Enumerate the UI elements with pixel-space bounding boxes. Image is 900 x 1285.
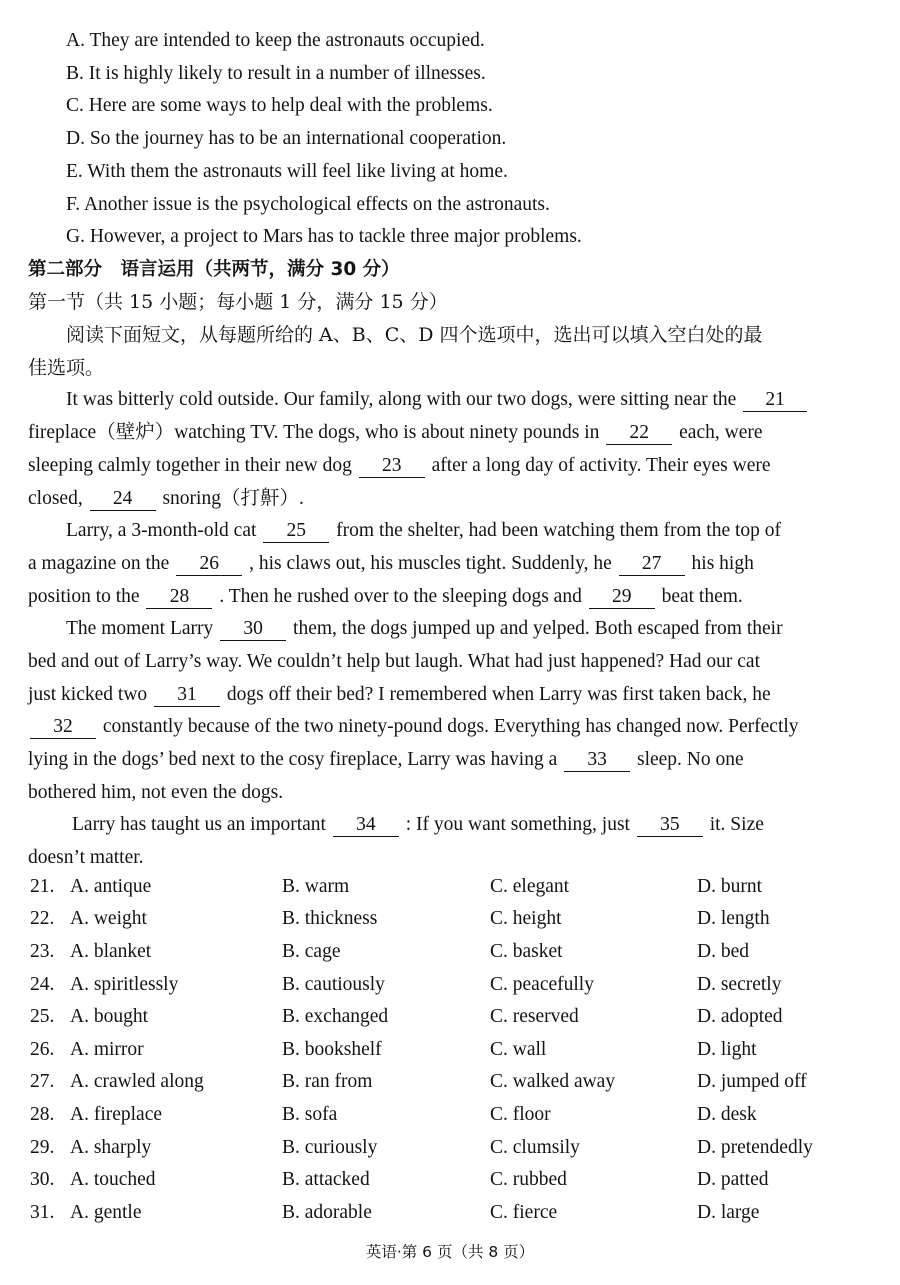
question-number: 25.: [30, 1006, 55, 1027]
blank-25: 25: [263, 520, 329, 543]
option-a[interactable]: A. weight: [70, 908, 147, 929]
option-a[interactable]: A. antique: [70, 876, 152, 897]
passage-p2-line2: [28, 551, 754, 577]
option-d[interactable]: D. jumped off: [697, 1071, 807, 1092]
text: just kicked two: [28, 684, 148, 705]
option-d[interactable]: D. light: [697, 1039, 757, 1060]
passage-p1-line2: [28, 420, 763, 446]
option-d[interactable]: D. bed: [697, 941, 749, 962]
passage-p3-line4: [28, 714, 799, 740]
prev-option-d: D. So the journey has to be an international cooperation.: [66, 128, 507, 149]
text: closed,: [28, 488, 83, 509]
prev-option-e: E. With them the astronauts will feel like living at home.: [66, 161, 508, 182]
question-number: 23.: [30, 941, 55, 962]
passage-p3-line6: bothered him, not even the dogs.: [28, 782, 284, 803]
text: constantly because of the two ninety-pound dogs. Everything has changed now. Perfectly: [102, 716, 799, 737]
option-c[interactable]: C. rubbed: [490, 1169, 567, 1190]
blank-34: 34: [333, 814, 399, 837]
passage-p1-line4: [28, 486, 304, 512]
question-24-row: [30, 974, 870, 1004]
question-21-row: [30, 876, 870, 906]
option-d[interactable]: D. burnt: [697, 876, 762, 897]
option-a[interactable]: A. bought: [70, 1006, 148, 1027]
option-d[interactable]: D. secretly: [697, 974, 782, 995]
option-a[interactable]: A. crawled along: [70, 1071, 204, 1092]
option-b[interactable]: B. adorable: [282, 1202, 372, 1223]
text: It was bitterly cold outside. Our family, along with our two dogs, were sitting near the: [66, 389, 737, 410]
option-d[interactable]: D. large: [697, 1202, 760, 1223]
option-c[interactable]: C. height: [490, 908, 562, 929]
option-b[interactable]: B. cautiously: [282, 974, 385, 995]
text: his high: [691, 553, 754, 574]
blank-22: 22: [606, 422, 672, 445]
text: lying in the dogs’ bed next to the cosy fireplace, Larry was having a: [28, 749, 558, 770]
option-a[interactable]: A. mirror: [70, 1039, 144, 1060]
text: position to the: [28, 586, 140, 607]
question-29-row: [30, 1137, 870, 1167]
blank-29: 29: [589, 586, 655, 609]
text: beat them.: [661, 586, 743, 607]
text: from the shelter, had been watching them from the top of: [336, 520, 782, 541]
option-a[interactable]: A. sharply: [70, 1137, 152, 1158]
text: , his claws out, his muscles tight. Suddenly, he: [249, 553, 612, 574]
question-number: 30.: [30, 1169, 55, 1190]
option-c[interactable]: C. walked away: [490, 1071, 616, 1092]
option-c[interactable]: C. basket: [490, 941, 563, 962]
question-30-row: [30, 1169, 870, 1199]
text: fireplace（壁炉）watching TV. The dogs, who is about ninety pounds in: [28, 422, 600, 443]
section-heading: 第一节（共 15 小题；每小题 1 分，满分 15 分）: [28, 291, 448, 313]
option-b[interactable]: B. cage: [282, 941, 341, 962]
text: a magazine on the: [28, 553, 170, 574]
option-d[interactable]: D. patted: [697, 1169, 769, 1190]
blank-21: 21: [743, 389, 807, 412]
blank-31: 31: [154, 684, 220, 707]
blank-33: 33: [564, 749, 630, 772]
blank-26: 26: [176, 553, 242, 576]
option-c[interactable]: C. reserved: [490, 1006, 579, 1027]
text: snoring（打鼾）.: [162, 488, 304, 509]
text: each, were: [679, 422, 763, 443]
question-27-row: [30, 1071, 870, 1101]
option-b[interactable]: B. exchanged: [282, 1006, 389, 1027]
passage-p2-line3: [28, 584, 743, 610]
part-heading: 第二部分 语言运用（共两节，满分 30 分）: [28, 259, 400, 280]
text: Larry has taught us an important: [72, 814, 326, 835]
question-number: 29.: [30, 1137, 55, 1158]
blank-24: 24: [90, 488, 156, 511]
question-25-row: [30, 1006, 870, 1036]
blank-28: 28: [146, 586, 212, 609]
text: Larry, a 3-month-old cat: [66, 520, 257, 541]
option-c[interactable]: C. peacefully: [490, 974, 594, 995]
option-b[interactable]: B. warm: [282, 876, 350, 897]
option-c[interactable]: C. wall: [490, 1039, 547, 1060]
prev-option-a: A. They are intended to keep the astronauts occupied.: [66, 30, 485, 51]
option-b[interactable]: B. ran from: [282, 1071, 373, 1092]
question-31-row: [30, 1202, 870, 1232]
text: sleep. No one: [636, 749, 744, 770]
instruction-line-1: 阅读下面短文，从每题所给的 A、B、C、D 四个选项中，选出可以填入空白处的最: [66, 324, 763, 346]
text: sleeping calmly together in their new dog: [28, 455, 352, 476]
passage-p4-line2: doesn’t matter.: [28, 847, 144, 868]
passage-p3-line5: [28, 747, 744, 773]
blank-30: 30: [220, 618, 286, 641]
option-b[interactable]: B. curiously: [282, 1137, 378, 1158]
option-c[interactable]: C. floor: [490, 1104, 551, 1125]
page-footer: 英语·第 6 页（共 8 页）: [365, 1243, 535, 1261]
prev-option-f: F. Another issue is the psychological effects on the astronauts.: [66, 194, 550, 215]
text: it. Size: [709, 814, 764, 835]
option-b[interactable]: B. bookshelf: [282, 1039, 382, 1060]
text: . Then he rushed over to the sleeping dogs and: [219, 586, 582, 607]
text: them, the dogs jumped up and yelped. Both escaped from their: [293, 618, 783, 639]
question-23-row: [30, 941, 870, 971]
text: : If you want something, just: [405, 814, 630, 835]
option-d[interactable]: D. length: [697, 908, 770, 929]
passage-p1-line3: [28, 453, 771, 479]
question-22-row: [30, 908, 870, 938]
option-b[interactable]: B. sofa: [282, 1104, 338, 1125]
passage-p3-line1: [66, 616, 783, 642]
passage-p3-line2: bed and out of Larry’s way. We couldn’t help but laugh. What had just happened? Had our cat: [28, 651, 761, 672]
option-b[interactable]: B. attacked: [282, 1169, 370, 1190]
question-number: 24.: [30, 974, 55, 995]
option-d[interactable]: D. desk: [697, 1104, 757, 1125]
option-b[interactable]: B. thickness: [282, 908, 378, 929]
blank-23: 23: [359, 455, 425, 478]
question-26-row: [30, 1039, 870, 1069]
text: The moment Larry: [66, 618, 214, 639]
passage-p2-line1: [66, 518, 781, 544]
option-a[interactable]: A. gentle: [70, 1202, 142, 1223]
option-c[interactable]: C. clumsily: [490, 1137, 580, 1158]
passage-p1-line1: [66, 387, 809, 413]
passage-p3-line3: [28, 682, 771, 708]
option-a[interactable]: A. touched: [70, 1169, 156, 1190]
option-a[interactable]: A. blanket: [70, 941, 152, 962]
question-number: 22.: [30, 908, 55, 929]
question-number: 31.: [30, 1202, 55, 1223]
text: dogs off their bed? I remembered when Larry was first taken back, he: [226, 684, 771, 705]
blank-27: 27: [619, 553, 685, 576]
prev-option-c: C. Here are some ways to help deal with the problems.: [66, 95, 493, 116]
instruction-line-2: 佳选项。: [28, 357, 105, 379]
option-a[interactable]: A. spiritlessly: [70, 974, 179, 995]
option-c[interactable]: C. fierce: [490, 1202, 558, 1223]
option-d[interactable]: D. adopted: [697, 1006, 783, 1027]
prev-option-g: G. However, a project to Mars has to tackle three major problems.: [66, 226, 582, 247]
passage-p4-line1: [72, 812, 764, 838]
question-28-row: [30, 1104, 870, 1134]
question-number: 21.: [30, 876, 55, 897]
question-number: 27.: [30, 1071, 55, 1092]
option-c[interactable]: C. elegant: [490, 876, 570, 897]
text: after a long day of activity. Their eyes were: [431, 455, 771, 476]
question-number: 28.: [30, 1104, 55, 1125]
blank-35: 35: [637, 814, 703, 837]
option-a[interactable]: A. fireplace: [70, 1104, 163, 1125]
blank-32: 32: [30, 716, 96, 739]
prev-option-b: B. It is highly likely to result in a number of illnesses.: [66, 63, 486, 84]
option-d[interactable]: D. pretendedly: [697, 1137, 813, 1158]
question-number: 26.: [30, 1039, 55, 1060]
